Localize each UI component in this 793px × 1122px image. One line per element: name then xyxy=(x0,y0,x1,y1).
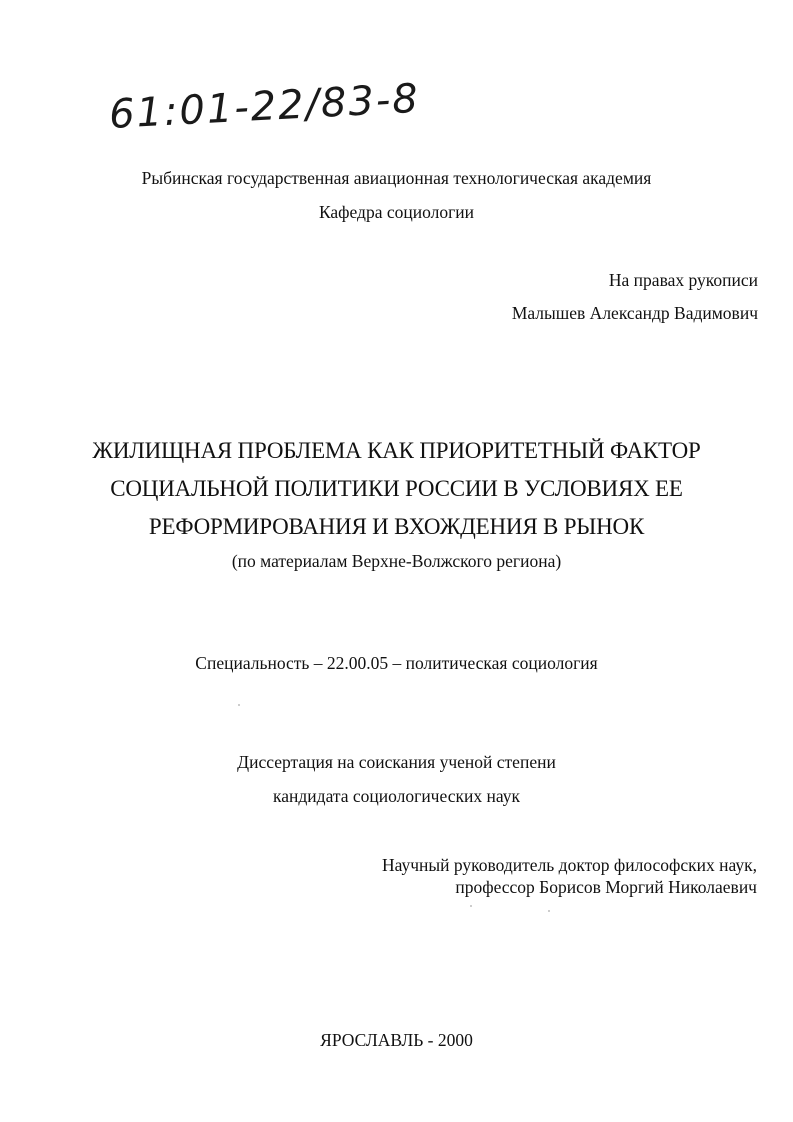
supervisor-line-1: Научный руководитель доктор философских наук, xyxy=(381,855,757,875)
dissertation-degree-line-1: Диссертация на соискания ученой степени xyxy=(237,752,556,772)
title-subtitle: (по материалам Верхне-Волжского региона) xyxy=(231,551,562,571)
title-line-1: ЖИЛИЩНАЯ ПРОБЛЕМА КАК ПРИОРИТЕТНЫЙ ФАКТОР xyxy=(92,438,701,463)
supervisor-line-2: профессор Борисов Моргий Николаевич xyxy=(455,877,757,897)
scan-speck xyxy=(238,704,240,706)
department-name: Кафедра социологии xyxy=(318,202,475,222)
dissertation-title xyxy=(0,432,793,546)
scan-speck xyxy=(548,910,550,912)
title-line-2: СОЦИАЛЬНОЙ ПОЛИТИКИ РОССИИ В УСЛОВИЯХ ЕЕ xyxy=(110,476,683,501)
handwritten-archive-code: 61:01-22/83-8 xyxy=(108,75,421,138)
specialty-line: Специальность – 22.00.05 – политическая социология xyxy=(195,653,598,673)
dissertation-degree-line-2: кандидата социологических наук xyxy=(273,786,520,806)
scan-speck xyxy=(470,905,472,907)
title-line-3: РЕФОРМИРОВАНИЯ И ВХОЖДЕНИЯ В РЫНОК xyxy=(148,514,645,539)
city-year: ЯРОСЛАВЛЬ - 2000 xyxy=(320,1030,473,1050)
institution-name: Рыбинская государственная авиационная технологическая академия xyxy=(141,168,652,188)
author-name: Малышев Александр Вадимович xyxy=(511,303,758,323)
manuscript-rights-note: На правах рукописи xyxy=(608,270,758,290)
